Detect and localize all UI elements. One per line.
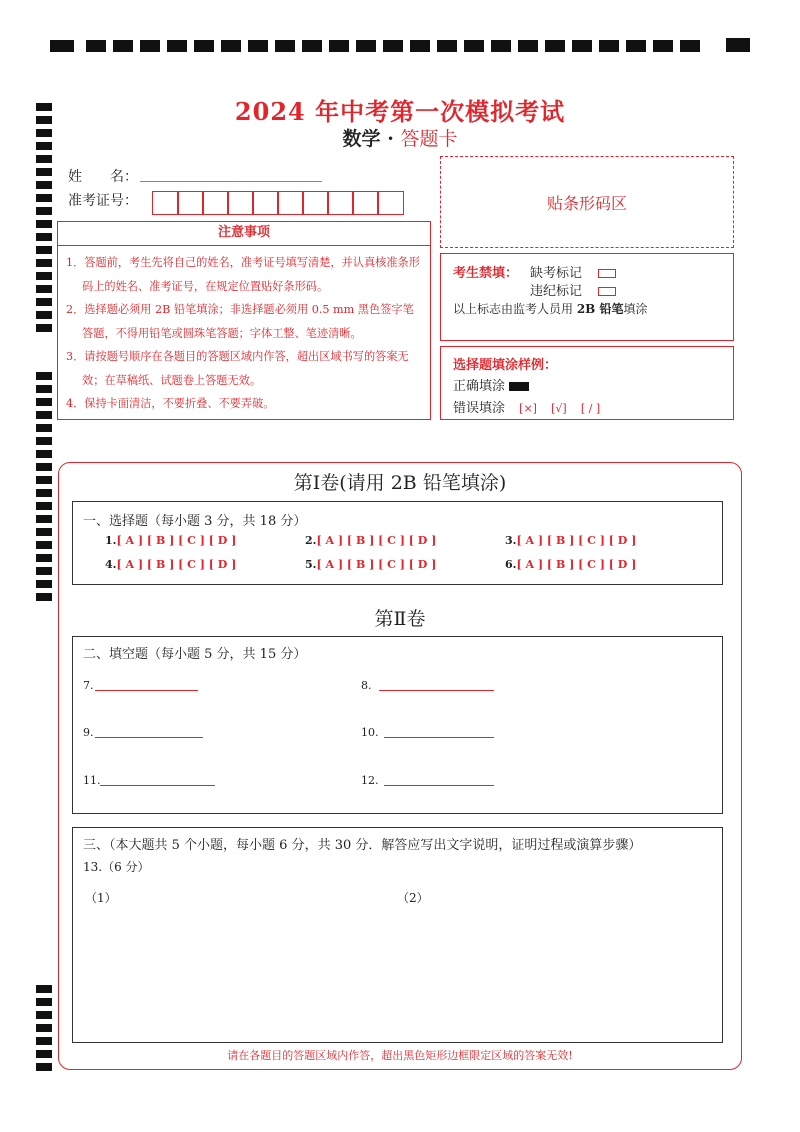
correct-fill-row — [453, 375, 529, 394]
notice-item: 1．答题前，考生先将自己的姓名，准考证号填写清楚，并认真核准条形码上的姓名、准考证号，在规定位置贴好条形码。 — [66, 256, 420, 293]
wrong-mark: [√] — [551, 402, 567, 415]
fill-question-number: 9. — [83, 726, 94, 739]
subtitle-dot: · — [387, 128, 394, 150]
fill-answer-line[interactable] — [95, 724, 203, 738]
mc-question-number: 1. — [105, 534, 117, 547]
violation-mark-row — [530, 280, 616, 299]
id-cell[interactable] — [352, 191, 379, 215]
fill-question-number: 8. — [361, 679, 372, 692]
fill-blank-section — [72, 636, 723, 814]
name-field[interactable] — [140, 166, 322, 182]
sample-title: 选择题填涂样例： — [453, 358, 558, 373]
barcode-label: 贴条形码区 — [546, 193, 627, 213]
q13-part1-label: （1） — [85, 891, 117, 905]
absent-mark-box[interactable] — [598, 269, 616, 278]
wrong-mark: [ / ] — [580, 402, 601, 415]
id-cell[interactable] — [327, 191, 354, 215]
wrong-fill-row — [453, 397, 600, 416]
mc-question[interactable] — [505, 534, 636, 547]
exam-subtitle — [0, 124, 800, 151]
id-cell[interactable] — [202, 191, 229, 215]
answer-card-label: 答题卡 — [400, 128, 458, 150]
exam-id-label: 准考证号： — [68, 193, 138, 209]
forbidden-note-bold: 2B 铅笔 — [576, 302, 624, 316]
id-cell[interactable] — [302, 191, 329, 215]
fill-answer-line[interactable] — [384, 724, 494, 738]
essay-answer-area[interactable] — [83, 908, 713, 1036]
volume1-title: 第Ⅰ卷(请用 2B 铅笔填涂) — [293, 472, 507, 494]
notice-title: 注意事项 — [58, 222, 430, 246]
mc-options[interactable]: [ A ] [ B ] [ C ] [ D ] — [116, 534, 237, 547]
mc-options[interactable]: [ A ] [ B ] [ C ] [ D ] — [516, 534, 637, 547]
notice-box — [57, 221, 431, 420]
violation-mark-label: 违纪标记 — [530, 284, 583, 299]
fill-answer-line[interactable] — [379, 677, 494, 691]
id-cell[interactable] — [377, 191, 404, 215]
fill-question-number: 7. — [83, 679, 94, 692]
forbidden-fill-box — [440, 253, 734, 341]
essay-section-title: 三、（本大题共 5 个小题，每小题 6 分，共 30 分．解答应写出文字说明，证明过程或演算步骤） — [83, 838, 642, 853]
forbidden-note — [453, 300, 648, 317]
mc-question-number: 6. — [505, 558, 517, 571]
wrong-fill-label: 错误填涂 — [453, 401, 506, 416]
fill-question-number: 10. — [361, 726, 379, 739]
mc-question[interactable] — [305, 558, 436, 571]
mc-question-number: 5. — [305, 558, 317, 571]
subject-label: 数学 — [342, 128, 381, 150]
fill-section-title: 二、填空题（每小题 5 分，共 15 分） — [83, 647, 307, 662]
forbidden-note-prefix: 以上标志由监考人员用 — [453, 302, 577, 316]
id-cell[interactable] — [252, 191, 279, 215]
notice-item: 2．选择题必须用 2B 铅笔填涂；非选择题必须用 0.5 mm 黑色签字笔答题，不得用铅笔或圆珠笔答题；字体工整、笔迹清晰。 — [66, 303, 414, 340]
id-cell[interactable] — [227, 191, 254, 215]
mc-options[interactable]: [ A ] [ B ] [ C ] [ D ] — [116, 558, 237, 571]
absent-mark-label: 缺考标记 — [530, 266, 583, 281]
q13-label: 13.（6 分） — [83, 860, 150, 874]
id-cell[interactable] — [152, 191, 179, 215]
id-cell[interactable] — [277, 191, 304, 215]
multiple-choice-section — [72, 501, 723, 585]
essay-section — [72, 827, 723, 1043]
mc-options[interactable]: [ A ] [ B ] [ C ] [ D ] — [316, 558, 437, 571]
mc-options[interactable]: [ A ] [ B ] [ C ] [ D ] — [316, 534, 437, 547]
notice-item: 3．请按题号顺序在各题目的答题区域内作答，超出区域书写的答案无效；在草稿纸、试题卷上答题无效。 — [66, 350, 409, 387]
barcode-area — [440, 156, 734, 248]
absent-mark-row — [530, 262, 616, 281]
mc-question[interactable] — [105, 534, 236, 547]
fill-question-number: 11. — [83, 774, 101, 787]
volume2-title: 第Ⅱ卷 — [374, 608, 426, 630]
exam-id-boxes[interactable] — [152, 191, 402, 215]
correct-fill-sample — [509, 382, 529, 391]
correct-fill-label: 正确填涂 — [453, 379, 506, 394]
mc-question-number: 4. — [105, 558, 117, 571]
fill-answer-line[interactable] — [95, 677, 198, 691]
violation-mark-box[interactable] — [598, 287, 616, 296]
mc-question-number: 3. — [505, 534, 517, 547]
mc-options[interactable]: [ A ] [ B ] [ C ] [ D ] — [516, 558, 637, 571]
fill-answer-line[interactable] — [100, 772, 215, 786]
name-label: 姓 名： — [68, 169, 138, 185]
id-cell[interactable] — [177, 191, 204, 215]
mc-question[interactable] — [105, 558, 236, 571]
fill-question-number: 12. — [361, 774, 379, 787]
notice-item: 4．保持卡面清洁，不要折叠、不要弄破。 — [66, 397, 275, 410]
mc-question-number: 2. — [305, 534, 317, 547]
mc-question[interactable] — [505, 558, 636, 571]
forbidden-note-suffix: 填涂 — [623, 302, 648, 316]
fill-sample-box — [440, 346, 734, 420]
mc-question[interactable] — [305, 534, 436, 547]
q13-part2-label: （2） — [397, 891, 429, 905]
mc-section-title: 一、选择题（每小题 3 分，共 18 分） — [83, 514, 307, 529]
wrong-mark: [×] — [519, 402, 537, 415]
footer-warning: 请在各题目的答题区域内作答，超出黑色矩形边框限定区域的答案无效! — [227, 1049, 573, 1062]
fill-answer-line[interactable] — [384, 772, 494, 786]
forbidden-label: 考生禁填： — [453, 266, 519, 281]
exam-title: 2024 年中考第一次模拟考试 — [234, 97, 566, 126]
